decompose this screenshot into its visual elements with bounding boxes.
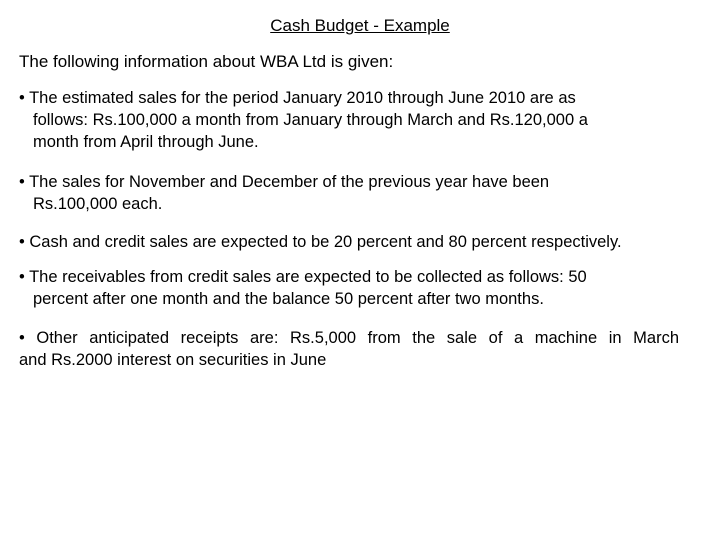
bullet-other-receipts	[19, 327, 679, 371]
bullet-line: • The sales for November and December of the previous year have been	[19, 173, 550, 191]
bullet-line: percent after one month and the balance 50 percent after two months.	[33, 290, 544, 308]
bullet-line: and Rs.2000 interest on securities in June	[19, 351, 327, 369]
intro-text: The following information about WBA Ltd is given:	[19, 52, 394, 71]
bullet-line: follows: Rs.100,000 a month from January through March and Rs.120,000 a	[33, 111, 588, 129]
bullet-receivables	[19, 266, 587, 310]
bullet-line: • The receivables from credit sales are expected to be collected as follows: 50	[19, 268, 587, 286]
bullet-line: • Cash and credit sales are expected to be 20 percent and 80 percent respectively.	[19, 233, 622, 251]
bullet-line: month from April through June.	[33, 133, 259, 151]
bullet-estimated-sales	[19, 87, 588, 153]
bullet-previous-sales	[19, 171, 549, 215]
bullet-line: • Other anticipated receipts are: Rs.5,000 from the sale of a machine in March	[19, 329, 679, 347]
bullet-line: • The estimated sales for the period January 2010 through June 2010 are as	[19, 89, 576, 107]
bullet-cash-credit-split	[19, 231, 622, 253]
page-title: Cash Budget - Example	[270, 16, 450, 35]
bullet-line: Rs.100,000 each.	[33, 195, 163, 213]
